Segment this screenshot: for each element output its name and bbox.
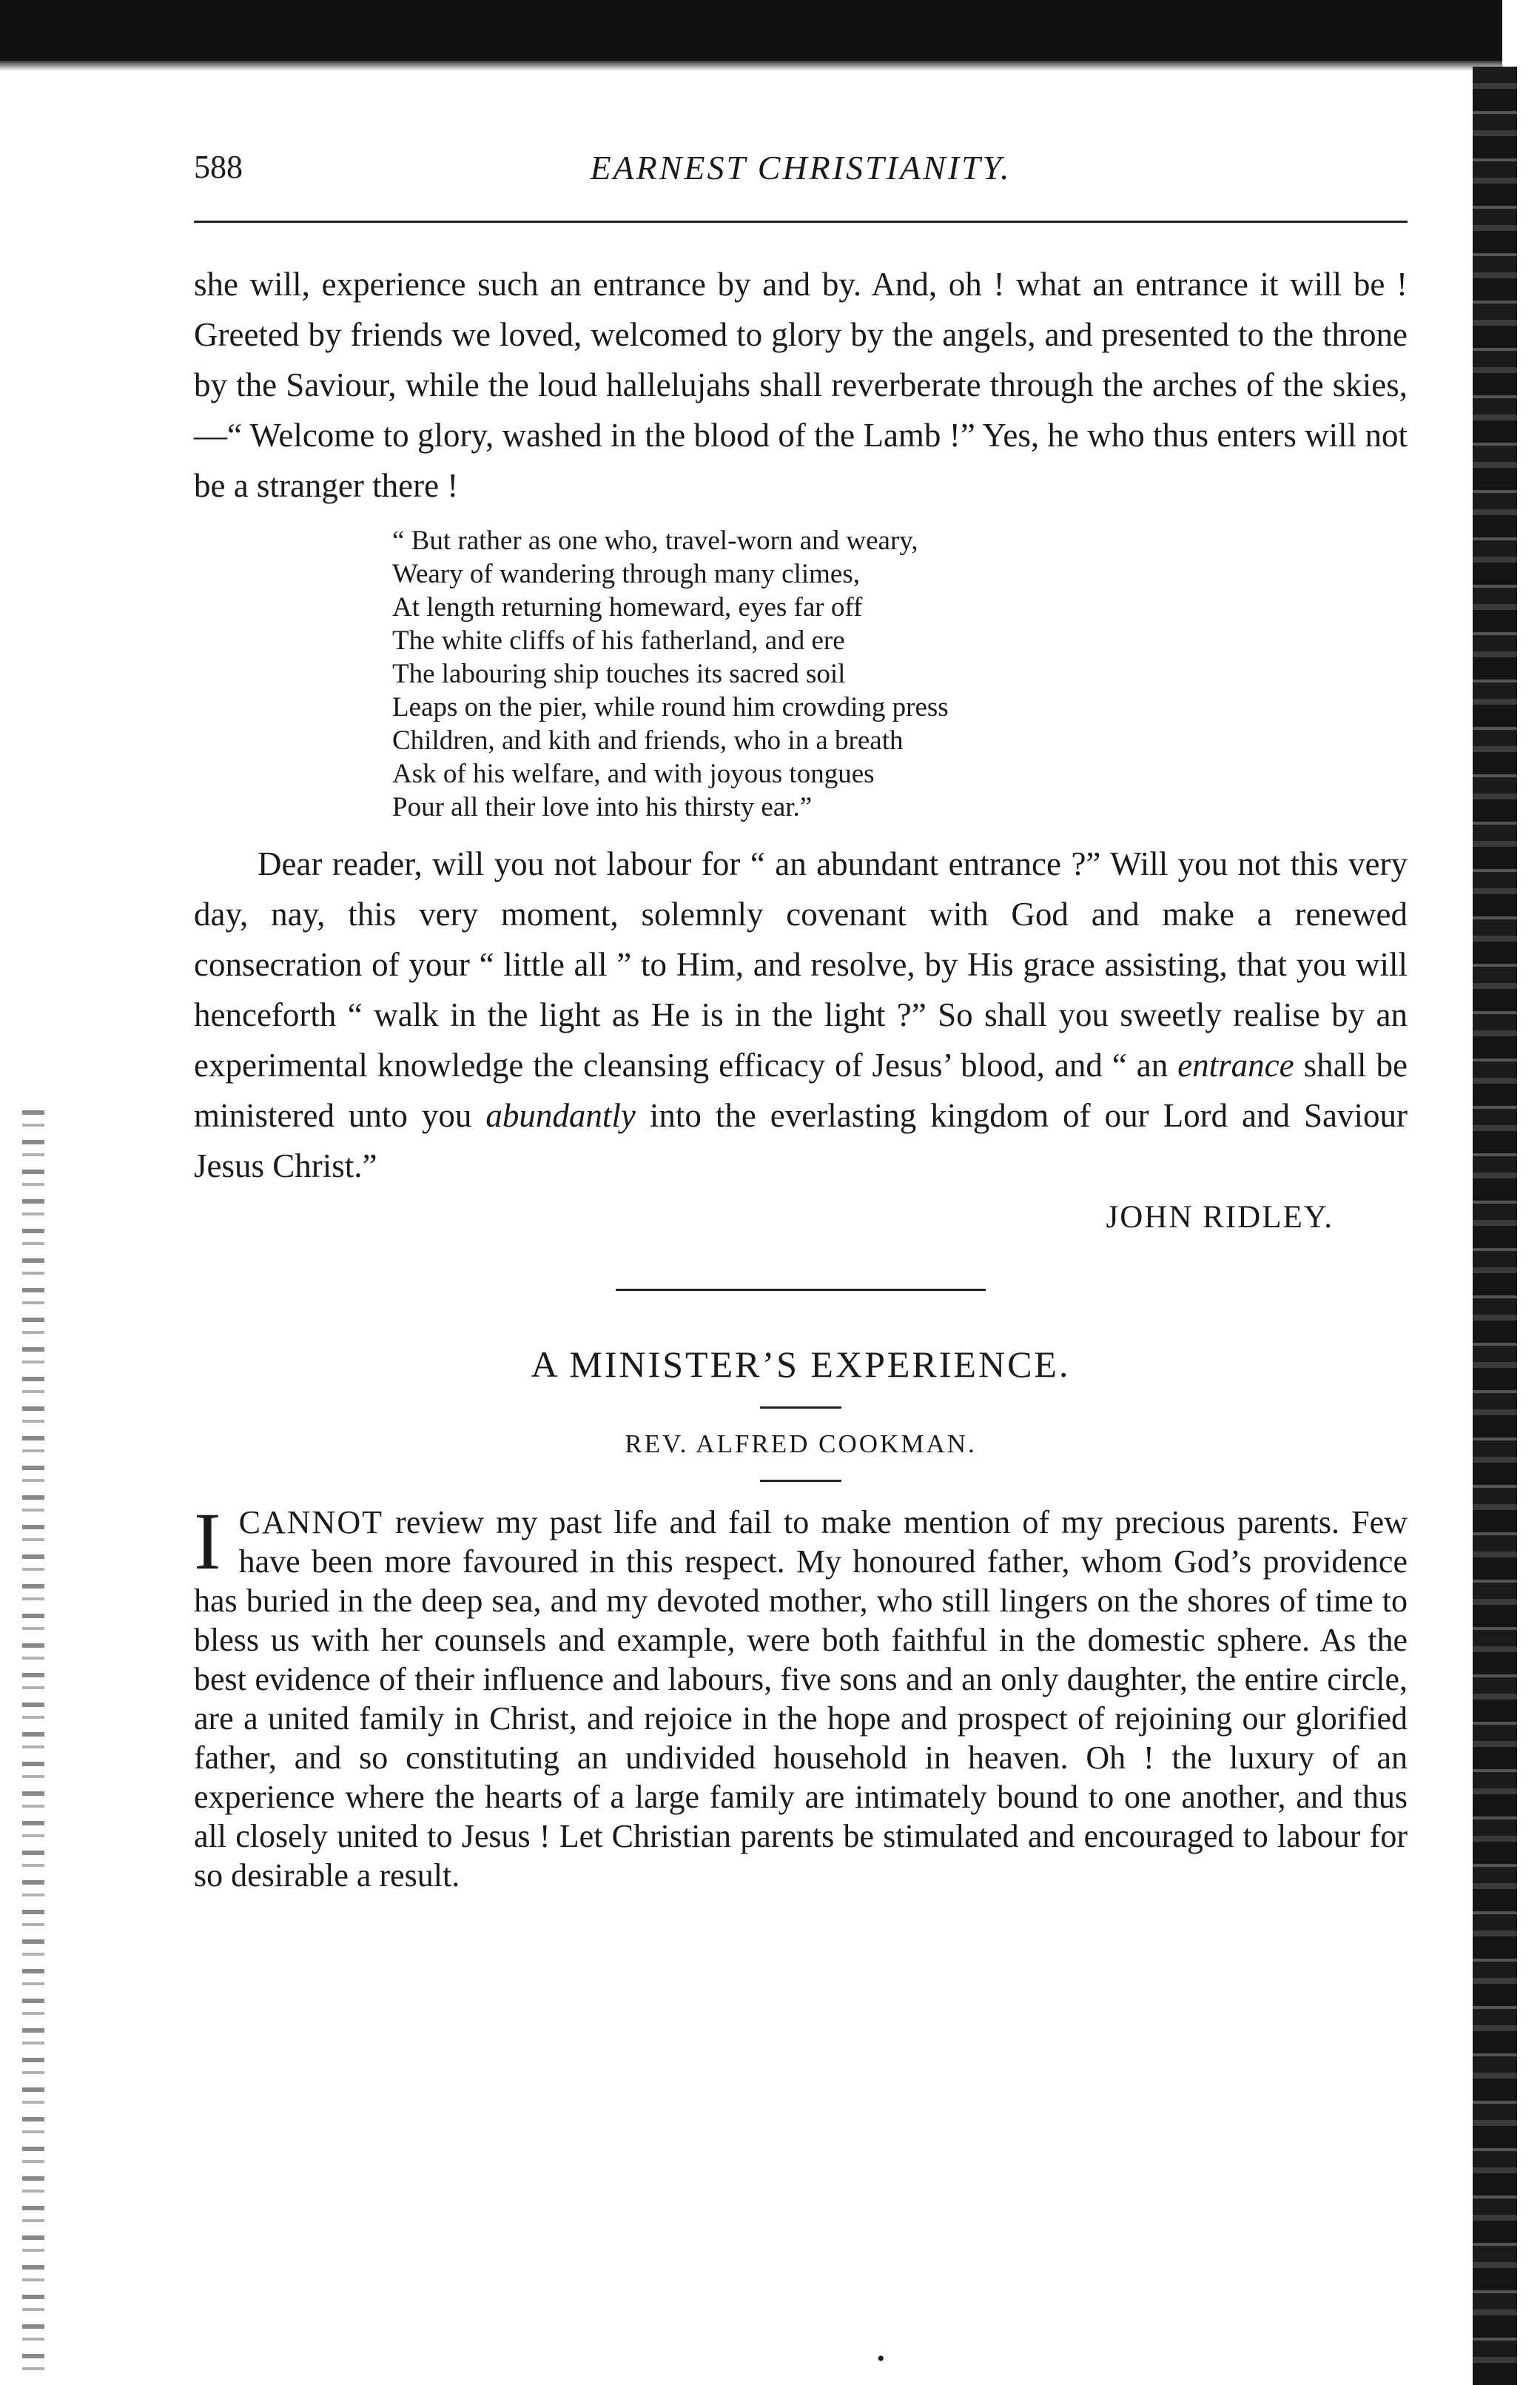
title-rule: [760, 1406, 841, 1409]
running-title: EARNEST CHRISTIANITY.: [590, 149, 1012, 187]
verse-quotation: [392, 524, 1408, 824]
paragraph-text: Dear reader, will you not labour for “ an abundant entrance ?” Will you not this very day, nay, this very moment, solemnly covenant with God and make a renewed consecration of your “ little all ” to Him, and resolve, by His grace assisting, that you will henceforth “ walk in the light as He is in the light ?” So shall you sweetly realise by an experimental knowledge the cleansing efficacy of Jesus’ blood, and “ an: [194, 845, 1408, 1084]
verse-line: “ But rather as one who, travel-worn and weary,: [392, 526, 918, 556]
drop-cap: I: [194, 1496, 221, 1586]
paragraph-text: review my past life and fail to make mention of my precious parents. Few have been more favoured in this respect. My honoured father, whom God’s providence has buried in the deep sea, and my devoted mother, who still lingers on the shores of time to bless us with her counsels and example, were both faithful in the domestic sphere. As the best evidence of their influence and labours, five sons and an only daughter, the entire circle, are a united family in Christ, and rejoice in the hope and prospect of rejoining our glorified father, and so constituting an undivided household in heaven. Oh ! the luxury of an experience where the hearts of a large family are intimately bound to one another, and thus all closely united to Jesus ! Let Christian parents be stimulated and encouraged to labour for so desirable a result.: [194, 1504, 1408, 1893]
page-body: [194, 259, 1408, 1895]
article1-paragraph-1: she will, experience such an entrance by and by. And, oh ! what an entrance it will be ! Greeted by friends we loved, welcomed to glory by the angels, and presented to the throne by the Saviour, while the loud hallelujahs shall reverberate through the arches of the skies,—“ Welcome to glory, washed in the blood of the Lamb !” Yes, he who thus enters will not be a stranger there !: [194, 266, 1408, 504]
verse-line: Pour all their love into his thirsty ear.”: [392, 792, 813, 822]
section-divider: [616, 1289, 986, 1291]
verse-line: At length returning homeward, eyes far off: [392, 592, 863, 623]
verse-line: Ask of his welfare, and with joyous tongues: [392, 759, 875, 789]
verse-line: The white cliffs of his fatherland, and ere: [392, 625, 845, 656]
emphasis-abundantly: abundantly: [485, 1097, 636, 1134]
lead-words: CANNOT: [238, 1504, 383, 1540]
page-number: 588: [194, 149, 243, 185]
verse-line: The labouring ship touches its sacred soil: [392, 659, 846, 689]
paragraph-text: into the everlasting kingdom of our Lord and Saviour Jesus Christ.”: [194, 1097, 1408, 1184]
article1-paragraph-2: [194, 839, 1408, 1191]
emphasis-entrance: entrance: [1177, 1047, 1294, 1084]
page-header: [194, 148, 1408, 207]
verse-line: Leaps on the pier, while round him crowding press: [392, 692, 949, 722]
author-signature: JOHN RIDLEY.: [1106, 1200, 1334, 1235]
article2-paragraph-1: [194, 1496, 1408, 1895]
article-byline: REV. ALFRED COOKMAN.: [625, 1429, 977, 1458]
verse-line: Weary of wandering through many climes,: [392, 559, 860, 589]
paragraph-text: shall be ministered unto you: [194, 1047, 1408, 1134]
verse-line: Children, and kith and friends, who in a breath: [392, 725, 904, 756]
byline-rule: [760, 1480, 841, 1482]
article-title: A MINISTER’S EXPERIENCE.: [531, 1344, 1071, 1385]
header-rule: [194, 221, 1408, 223]
footer-mark: •: [877, 2347, 885, 2371]
